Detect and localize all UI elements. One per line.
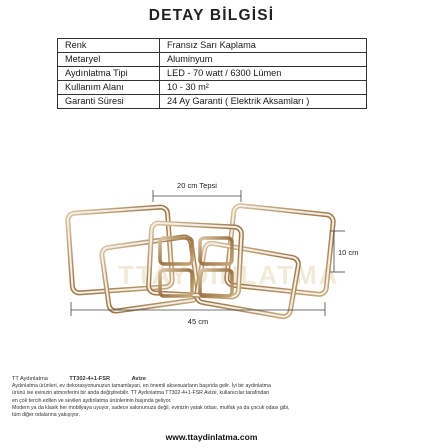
description-line: Aydınlatma ürünleri, ev dekorasyonunuzun tamamlayan, en önemli aksesuarların başında gelir. İyi bir aydınlatma — [12, 383, 271, 390]
description-line: en çok tercih edilen ve sevilen aydınlatma ürünlerinin başında geliyor. — [12, 397, 172, 404]
spec-row-usage-area — [58, 81, 367, 95]
watermark-logo: TTAYDINLATMA — [118, 260, 340, 290]
spec-label: Aydınlatma Tipi — [58, 67, 160, 81]
spec-value: LED - 70 watt / 6300 Lümen — [160, 67, 367, 81]
chandelier-figure — [0, 170, 423, 340]
spec-value: Fransız Sarı Kaplama — [160, 39, 367, 53]
spec-value: Aluminyum — [160, 53, 367, 67]
description-line: tüm diğer odalarına yakışıyor. — [12, 412, 81, 419]
height-dimension-label: 10 cm — [338, 248, 359, 257]
chandelier-frames — [67, 205, 340, 318]
product-code: TT302-4+1-FSR — [69, 376, 110, 382]
spec-row-lighting-type — [58, 67, 367, 81]
spec-row-material — [58, 53, 367, 67]
spec-row-color — [58, 39, 367, 53]
spec-label: Metaryel — [58, 53, 160, 67]
tray-dimension — [153, 181, 241, 202]
spec-value: 24 Ay Garanti ( Elektrik Aksamları ) — [160, 95, 367, 109]
spec-value: 10 - 30 m² — [160, 81, 367, 95]
description-line: Modern ya da klasik her mobilyaya uyuyor, sadece salonunuza değil, evinizin yatak odası, mutfak ya da çocuk odası gibi, — [12, 404, 290, 411]
tray-dimension-label: 20 cm Tepsi — [177, 181, 217, 190]
spec-label: Garanti Süresi — [58, 95, 160, 109]
spec-label: Renk — [58, 39, 160, 53]
spec-label: Kullanım Alanı — [58, 81, 160, 95]
page-title: DETAY BİLGİSİ — [148, 7, 275, 24]
width-dimension-label: 45 cm — [187, 317, 209, 326]
description-line: ürünü ise evinizin atmosferini bir anda değiştirebilir. TT Aydınlatma TT302-4+1-FSR Avize, kullanıcılar tarafından — [12, 390, 270, 397]
brand-name: TT Aydınlatma — [12, 376, 48, 382]
product-type: Avize — [131, 376, 146, 382]
product-description — [12, 376, 412, 419]
spec-table — [57, 38, 367, 109]
website-link[interactable]: www.ttaydinlatma.com — [165, 432, 258, 442]
height-dimension — [330, 231, 358, 272]
spec-row-warranty — [58, 95, 367, 109]
